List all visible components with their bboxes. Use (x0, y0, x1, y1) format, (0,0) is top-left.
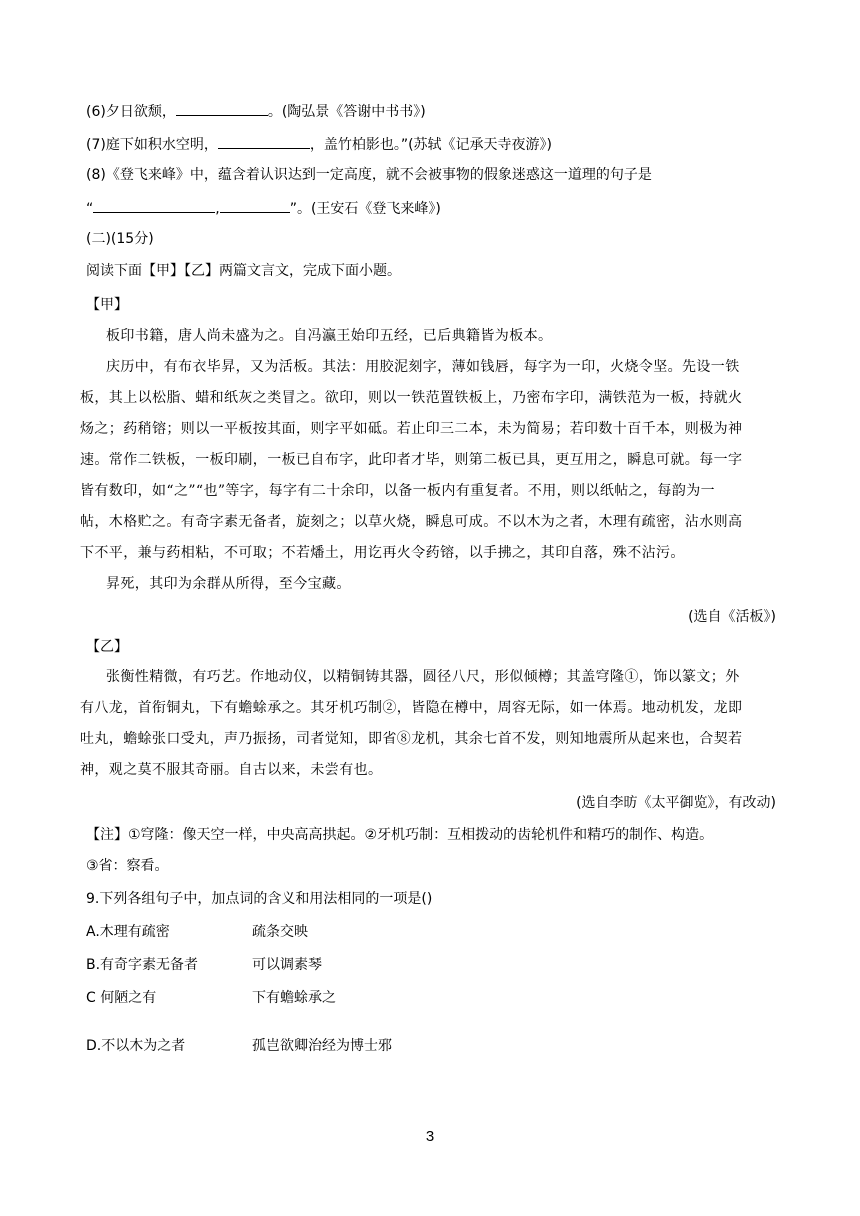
passage-yi-line: 神，观之莫不服其奇丽。自古以来，未尝有也。 (80, 762, 383, 778)
answer-blank[interactable] (93, 198, 215, 213)
passage-yi-label: 【乙】 (86, 639, 128, 655)
passage-jia-line: 皆有数印，如“之”“也”等字，每字有二十余印，以备一板内有重复者。不用，则以纸帖之，每韵为一 (80, 483, 716, 499)
notes-line: 【注】①穹隆：像天空一样，中央高高拱起。②牙机巧制：互相拨动的齿轮机件和精巧的制作、构造。 (86, 827, 714, 843)
q8-comma: , (215, 201, 220, 217)
passage-jia-line: 板，其上以松脂、蜡和纸灰之类冒之。欲印，则以一铁范置铁板上，乃密布字印，满铁范为一板，持就火 (80, 390, 743, 406)
option-a-right: 疏条交映 (252, 924, 308, 940)
option-b-right: 可以调素琴 (252, 957, 322, 973)
q8-suffix: ”。(王安石《登飞来峰》) (289, 201, 441, 217)
section-heading: (二)(15分) (86, 231, 154, 247)
option-c-left[interactable]: C 何陋之有 (86, 990, 157, 1006)
option-d-right: 孤岂欲卿治经为博士邪 (252, 1038, 392, 1054)
answer-blank[interactable] (220, 198, 290, 213)
notes-line: ③省：察看。 (86, 858, 169, 874)
option-d-left[interactable]: D.不以木为之者 (86, 1038, 186, 1054)
passage-jia-line: 炀之；药稍镕；则以一平板按其面，则字平如砥。若止印三二本，未为简易；若印数十百千本，则极为神 (80, 421, 743, 437)
option-a-left[interactable]: A.木理有疏密 (86, 924, 170, 940)
passage-jia-line: 板印书籍，唐人尚未盛为之。自冯瀛王始印五经，已后典籍皆为板本。 (106, 328, 553, 344)
q6-suffix: 。(陶弘景《答谢中书书》) (267, 104, 426, 120)
passage-jia-line: 昇死，其印为余群从所得，至今宝藏。 (106, 576, 351, 592)
answer-blank[interactable] (176, 101, 268, 116)
passage-yi-line: 吐丸，蟾蜍张口受丸，声乃振扬，司者觉知，即省⑧龙机，其余七首不发，则知地震所从起来也，合契若 (80, 731, 743, 747)
page-number: 3 (425, 1128, 435, 1145)
passage-jia-line: 庆历中，有布衣毕昇，又为活板。其法：用胶泥刻字，薄如钱唇，每字为一印，火烧令坚。先设一铁 (106, 359, 740, 375)
passage-jia-line: 速。常作二铁板，一板印刷，一板已自布字，此印者才毕，则第二板已具，更互用之，瞬息可就。每一字 (80, 452, 743, 468)
section-instruction: 阅读下面【甲】【乙】两篇文言文，完成下面小题。 (86, 263, 401, 279)
passage-jia-source: (选自《活板》) (688, 609, 776, 625)
passage-yi-line: 有八龙，首衔铜丸，下有蟾蜍承之。其牙机巧制②，皆隐在樽中，周容无际，如一体焉。地动机发，龙即 (80, 700, 743, 716)
passage-jia-line: 下不平，兼与药相粘，不可取；不若燔土，用讫再火令药镕，以手拂之，其印自落，殊不沾污。 (80, 545, 685, 561)
q8-open-quote: “ (86, 201, 94, 217)
option-c-right: 下有蟾蜍承之 (252, 990, 336, 1006)
q6-prefix: (6)夕日欲颓， (86, 104, 176, 120)
question-7 (86, 134, 552, 154)
question-9-stem: 9.下列各组句子中，加点词的含义和用法相同的一项是() (86, 891, 433, 907)
passage-jia-line: 帖，木格贮之。有奇字素无备者，旋刻之；以草火烧，瞬息可成。不以木为之者，木理有疏密，沾水则高 (80, 514, 743, 530)
q7-suffix: ，盖竹柏影也。”(苏轼《记承天寺夜游》) (309, 137, 553, 153)
passage-jia-label: 【甲】 (86, 297, 128, 313)
passage-yi-source: (选自李昉《太平御览》，有改动) (576, 795, 776, 811)
option-b-left[interactable]: B.有奇字素无备者 (86, 957, 199, 973)
passage-yi-line: 张衡性精微，有巧艺。作地动仪，以精铜铸其器，圆径八尺，形似倾樽；其盖穹隆①，饰以篆文；外 (106, 669, 740, 685)
question-8-line1: (8)《登飞来峰》中，蕴含着认识达到一定高度，就不会被事物的假象迷惑这一道理的句子是 (86, 167, 652, 183)
q7-prefix: (7)庭下如积水空明， (86, 137, 218, 153)
answer-blank[interactable] (218, 134, 310, 149)
question-6 (86, 101, 426, 121)
question-8-line2 (86, 198, 441, 218)
